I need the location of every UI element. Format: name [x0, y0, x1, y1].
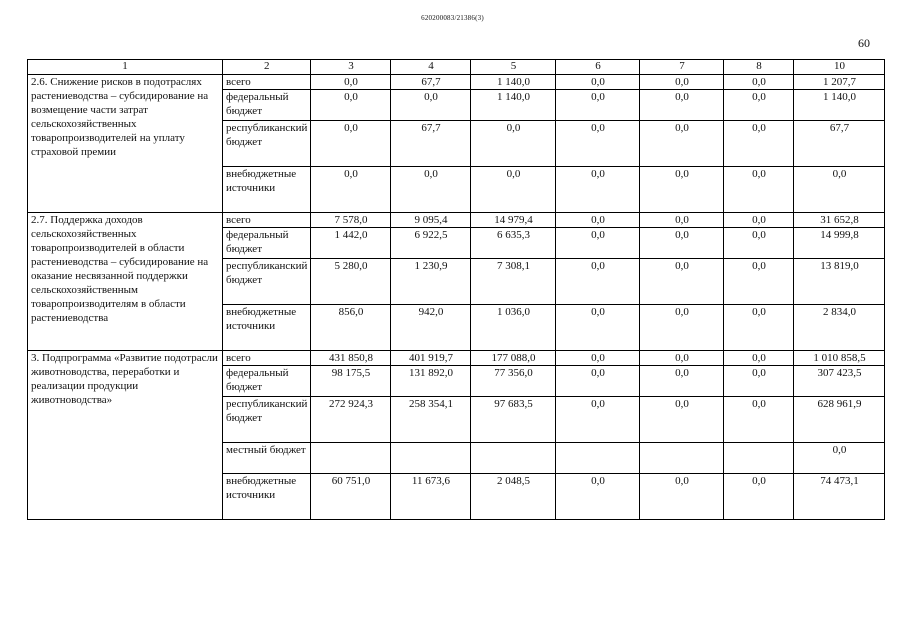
table-row: [28, 75, 885, 90]
value-cell: 0,0: [724, 259, 794, 305]
funding-source: внебюджетные источники: [223, 167, 311, 213]
value-cell: 0,0: [724, 366, 794, 397]
value-cell: [391, 443, 471, 474]
value-cell: 14 999,8: [794, 228, 885, 259]
value-cell: 0,0: [640, 366, 724, 397]
value-cell: 0,0: [391, 167, 471, 213]
column-header: 3: [311, 60, 391, 75]
value-cell: 401 919,7: [391, 351, 471, 366]
value-cell: 942,0: [391, 305, 471, 351]
column-header: 4: [391, 60, 471, 75]
value-cell: 0,0: [724, 228, 794, 259]
column-header: 2: [223, 60, 311, 75]
value-cell: 0,0: [556, 228, 640, 259]
value-cell: 0,0: [794, 443, 885, 474]
value-cell: 0,0: [640, 397, 724, 443]
value-cell: 0,0: [640, 167, 724, 213]
funding-source: внебюджетные источники: [223, 474, 311, 520]
value-cell: 0,0: [471, 121, 556, 167]
value-cell: [471, 443, 556, 474]
value-cell: 67,7: [391, 121, 471, 167]
value-cell: 0,0: [556, 351, 640, 366]
value-cell: 0,0: [640, 259, 724, 305]
value-cell: 98 175,5: [311, 366, 391, 397]
value-cell: [640, 443, 724, 474]
value-cell: 258 354,1: [391, 397, 471, 443]
value-cell: 0,0: [471, 167, 556, 213]
value-cell: 1 442,0: [311, 228, 391, 259]
value-cell: 0,0: [556, 305, 640, 351]
value-cell: 0,0: [724, 75, 794, 90]
column-header: 7: [640, 60, 724, 75]
value-cell: 1 140,0: [794, 90, 885, 121]
value-cell: 97 683,5: [471, 397, 556, 443]
funding-source: федеральный бюджет: [223, 228, 311, 259]
value-cell: 0,0: [556, 90, 640, 121]
page-number: 60: [858, 36, 870, 50]
funding-source: всего: [223, 75, 311, 90]
document-code: 620200083/21386(3): [421, 14, 484, 22]
value-cell: 5 280,0: [311, 259, 391, 305]
value-cell: 0,0: [724, 167, 794, 213]
funding-source: республиканский бюджет: [223, 397, 311, 443]
value-cell: 31 652,8: [794, 213, 885, 228]
column-header: 10: [794, 60, 885, 75]
value-cell: 0,0: [724, 397, 794, 443]
value-cell: 2 048,5: [471, 474, 556, 520]
value-cell: 307 423,5: [794, 366, 885, 397]
value-cell: 0,0: [311, 121, 391, 167]
value-cell: 6 922,5: [391, 228, 471, 259]
funding-source: федеральный бюджет: [223, 366, 311, 397]
measure-title: 3. Подпрограмма «Развитие подотрасли животноводства, переработки и реализации продукции животноводства»: [28, 351, 223, 520]
column-header: 8: [724, 60, 794, 75]
measure-title: 2.7. Поддержка доходов сельскохозяйственных товаропроизводителей в области растениеводства – субсидирование на оказание несвязанной поддержки сельскохозяйственным товаропроизводителям в области растениеводства: [28, 213, 223, 351]
value-cell: 0,0: [556, 213, 640, 228]
value-cell: 6 635,3: [471, 228, 556, 259]
table-row: [28, 213, 885, 228]
value-cell: 67,7: [794, 121, 885, 167]
column-header: 1: [28, 60, 223, 75]
funding-source: республиканский бюджет: [223, 121, 311, 167]
value-cell: 431 850,8: [311, 351, 391, 366]
value-cell: 0,0: [640, 351, 724, 366]
value-cell: 0,0: [724, 90, 794, 121]
value-cell: 0,0: [724, 351, 794, 366]
budget-table: [27, 59, 885, 520]
value-cell: 0,0: [556, 75, 640, 90]
funding-source: федеральный бюджет: [223, 90, 311, 121]
value-cell: 74 473,1: [794, 474, 885, 520]
value-cell: 0,0: [640, 228, 724, 259]
value-cell: 7 308,1: [471, 259, 556, 305]
measure-title: 2.6. Снижение рисков в подотраслях растениеводства – субсидирование на возмещение части затрат сельскохозяйственных товаропроизводителей на уплату страховой премии: [28, 75, 223, 213]
value-cell: 856,0: [311, 305, 391, 351]
value-cell: 0,0: [556, 167, 640, 213]
value-cell: 14 979,4: [471, 213, 556, 228]
value-cell: 1 140,0: [471, 90, 556, 121]
header-row: [28, 60, 885, 75]
value-cell: 0,0: [556, 474, 640, 520]
value-cell: 0,0: [556, 397, 640, 443]
value-cell: 628 961,9: [794, 397, 885, 443]
value-cell: 77 356,0: [471, 366, 556, 397]
value-cell: [724, 443, 794, 474]
column-header: 5: [471, 60, 556, 75]
value-cell: 1 140,0: [471, 75, 556, 90]
value-cell: 177 088,0: [471, 351, 556, 366]
value-cell: 0,0: [640, 213, 724, 228]
value-cell: 0,0: [724, 121, 794, 167]
value-cell: 0,0: [556, 259, 640, 305]
value-cell: 0,0: [640, 75, 724, 90]
value-cell: 9 095,4: [391, 213, 471, 228]
funding-source: всего: [223, 351, 311, 366]
value-cell: 0,0: [640, 121, 724, 167]
value-cell: [311, 443, 391, 474]
value-cell: 1 010 858,5: [794, 351, 885, 366]
value-cell: 0,0: [311, 167, 391, 213]
value-cell: 0,0: [794, 167, 885, 213]
value-cell: 0,0: [640, 474, 724, 520]
value-cell: 60 751,0: [311, 474, 391, 520]
value-cell: 67,7: [391, 75, 471, 90]
funding-source: республиканский бюджет: [223, 259, 311, 305]
value-cell: 0,0: [724, 305, 794, 351]
value-cell: 0,0: [556, 366, 640, 397]
column-header: 6: [556, 60, 640, 75]
value-cell: 1 230,9: [391, 259, 471, 305]
value-cell: 1 036,0: [471, 305, 556, 351]
value-cell: 0,0: [311, 90, 391, 121]
value-cell: 0,0: [311, 75, 391, 90]
value-cell: [556, 443, 640, 474]
value-cell: 0,0: [724, 474, 794, 520]
funding-source: местный бюджет: [223, 443, 311, 474]
value-cell: 131 892,0: [391, 366, 471, 397]
value-cell: 0,0: [640, 305, 724, 351]
value-cell: 0,0: [556, 121, 640, 167]
value-cell: 1 207,7: [794, 75, 885, 90]
value-cell: 13 819,0: [794, 259, 885, 305]
value-cell: 0,0: [724, 213, 794, 228]
table-row: [28, 351, 885, 366]
value-cell: 2 834,0: [794, 305, 885, 351]
funding-source: внебюджетные источники: [223, 305, 311, 351]
value-cell: 0,0: [391, 90, 471, 121]
value-cell: 7 578,0: [311, 213, 391, 228]
value-cell: 0,0: [640, 90, 724, 121]
value-cell: 272 924,3: [311, 397, 391, 443]
funding-source: всего: [223, 213, 311, 228]
value-cell: 11 673,6: [391, 474, 471, 520]
